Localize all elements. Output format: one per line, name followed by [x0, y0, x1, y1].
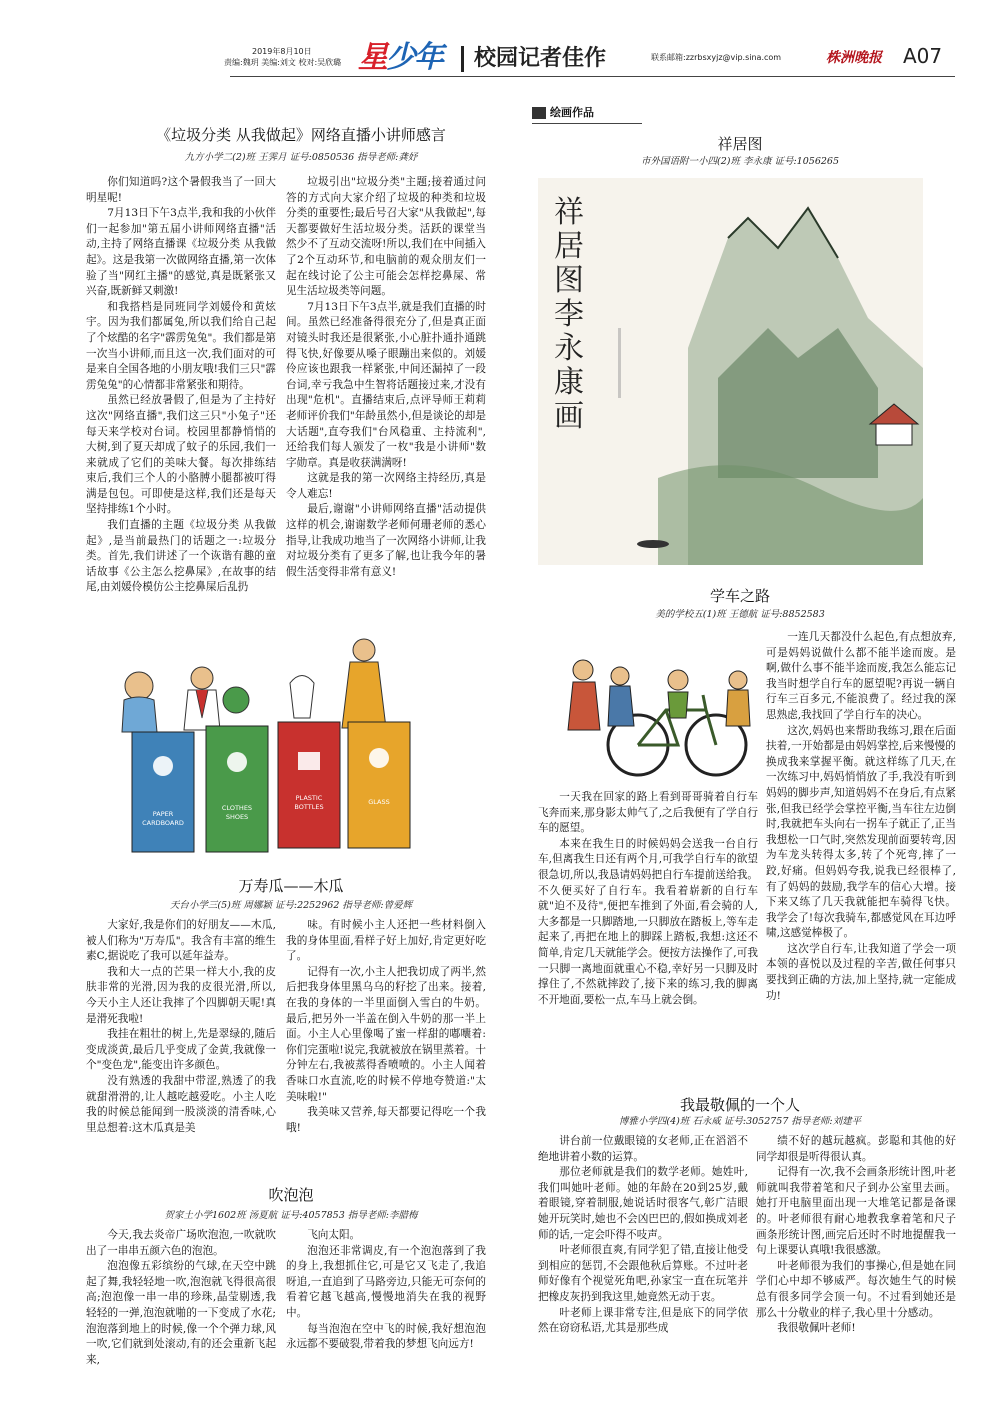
svg-text:PLASTIC: PLASTIC [295, 794, 323, 802]
paragraph: 叶老师很直爽,有同学犯了错,直接让他受到相应的惩罚,不会跟他秋后算账。不过叶老师好像有个视觉死角吧,孙家宝一直在玩笔并把橡皮灰扔到我这里,她竟然无动于衷。 [538, 1244, 748, 1303]
section-title: 校园记者佳作 [474, 46, 607, 71]
issue-date: 2019年8月10日 [252, 47, 312, 56]
header-divider [461, 46, 464, 72]
article-body-garbage-col1 [86, 175, 276, 620]
paragraph: 我美味又营养,每天都要记得吃一个我哦! [286, 1106, 486, 1134]
article-title-teacher: 我最敬佩的一个人 [679, 1096, 800, 1114]
painting-inscription: 祥居图李永康画 [554, 195, 584, 434]
paragraph: 我挂在粗壮的树上,先是翠绿的,随后变成淡黄,最后几乎变成了金黄,我就像一个"变色龙",能变出许多颜色。 [86, 1028, 276, 1072]
paragraph: 叶老师很为我们的事操心,但是她在同学们心中却不够威严。每次她生气的时候总有很多同学会顶一句。不过看到她还是那么十分敬业的样子,我心里十分感动。 [756, 1259, 956, 1319]
paragraph: 这次,妈妈也来帮助我练习,跟在后面扶着,一开始都是由妈妈掌控,后来慢慢的换成我来掌握平衡。就这样练了几天,在一次练习中,妈妈悄悄放了手,我没有听到妈妈的脚步声,知道妈妈不在身后,有点紧张,但我已经学会掌控平衡,当车往左边倒时,我就把车头向右一拐车子就正了,正当我想松一口气时,突然发现前面要转弯,因为车龙头转得太多,转了个死弯,摔了一跤,好痛。但妈妈夸我,说我已经很棒了,有了妈妈的鼓励,我学车的信心大增。接下来又练了几天我就能把车骑得飞快。我学会了!每次我骑车,都感觉风在耳边呼啸,这感觉棒极了。 [766, 724, 956, 940]
boat [637, 540, 669, 548]
article-body-garbage-col2 [286, 175, 486, 620]
article-body-bubbles-col2 [286, 1228, 486, 1368]
paragraph: 每当泡泡在空中飞的时候,我好想泡泡永远都不要破裂,带着我的梦想飞向远方! [286, 1322, 486, 1351]
landscape-painting-svg [538, 178, 923, 565]
man-head [191, 667, 213, 689]
svg-text:BOTTLES: BOTTLES [294, 803, 324, 811]
dog-figure [290, 676, 314, 719]
landscape-painting [538, 178, 923, 565]
svg-text:PAPER: PAPER [152, 810, 174, 818]
paragraph: 我们直播的主题《垃圾分类 从我做起》,是当前最热门的话题之一:垃圾分类。首先,我们讲述了一个诙谐有趣的童话故事《公主怎么挖鼻屎》,在故事的结尾,由刘媛伶模仿公主挖鼻屎后乱扔 [86, 519, 276, 594]
article-body-teacher-col2 [756, 1134, 956, 1374]
paragraph: 你们知道吗?这个暑假我当了一回大明星呢! [86, 176, 276, 204]
bicycle-illustration [538, 640, 756, 790]
article-byline-papaya: 天台小学三(5)班 周娜颖 证号:2252962 指导老师:曾爱辉 [169, 900, 413, 911]
helper-head-2 [611, 667, 629, 685]
article-byline-bubbles: 贺家土小学1602班 汤夏航 证号:4057853 指导老师:李腊梅 [164, 1210, 418, 1221]
article-byline-bicycle: 美的学校五(1)班 王德航 证号:8852583 [655, 609, 825, 620]
paragraph: 讲台前一位戴眼镜的女老师,正在滔滔不绝地讲着小数的运算。 [538, 1135, 748, 1163]
paragraph: 一天我在回家的路上看到哥哥骑着自行车飞奔而来,那身影太帅气了,之后我便有了学自行车的愿望。 [538, 791, 758, 835]
paragraph: 这次学自行车,让我知道了学会一项本领的喜悦以及过程的辛苦,做任何事只要找到正确的方法,加上坚持,就一定能成功! [766, 942, 956, 1002]
article-byline-garbage: 九方小学二(2)班 王霁月 证号:0850536 指导老师:龚妤 [184, 152, 418, 163]
painting-title: 祥居图 [717, 135, 763, 153]
paragraph: 泡泡像五彩缤纷的气球,在天空中跳起了舞,我轻轻地一吹,泡泡就飞得很高很高;泡泡像一串一串的珍珠,晶莹剔透,我轻轻的一弹,泡泡就啪的一下变成了水花;泡泡落到地上的时候,像一个个弹力球,风一吹,它们就到处滚动,有的还会重新飞起来, [86, 1260, 276, 1366]
svg-text:SHOES: SHOES [225, 813, 249, 821]
paragraph: 7月13日下午3点半,我和我的小伙伴们一起参加"第五届小讲师网络直播"活动,主持了网络直播课《垃圾分类 从我做起》。这是我第一次做网络直播,第一次体验了当"网红主播"的感觉,真是既紧张又兴奋,既新鲜又刺激! [86, 207, 276, 298]
article-byline-teacher: 博雅小学四(4)班 石永威 证号:3052757 指导老师:刘建平 [618, 1116, 862, 1127]
helper-body-2 [608, 686, 634, 726]
svg-text:GLASS: GLASS [368, 798, 390, 806]
rider-head [668, 670, 688, 690]
paragraph: 最后,谢谢"小讲师网络直播"活动提供这样的机会,谢谢数学老师何珊老师的悉心指导,让我成功地当了一次网络小讲师,让我对垃圾分类有了更多了解,也让我今年的暑假生活变得非常有意义! [286, 503, 486, 578]
contact-email: 联系邮箱:zzrbsxyjz@vip.sina.com [651, 53, 782, 62]
woman-body [342, 662, 386, 728]
paragraph: 垃圾引出"垃圾分类"主题;接着通过问答的方式向大家介绍了垃圾的种类和垃圾分类的重要性;最后号召大家"从我做起",每天都要做好生活垃圾分类。活跃的课堂当然少不了互动交流呀!所以,我们在中间插入了2个互动环节,和电脑前的观众朋友们一起在线讨论了公主可能会怎样挖鼻屎、常见生活垃圾类等问题。 [286, 176, 486, 298]
section-logo: 星少年 [358, 40, 442, 75]
header-rule [230, 76, 955, 77]
recycling-illustration [102, 628, 448, 860]
boy-head [223, 687, 249, 713]
helper-head-1 [573, 660, 593, 680]
rider-body [668, 692, 688, 718]
paragraph: 那位老师就是我们的数学老师。她姓叶,我们叫她叶老师。她的年龄在20到25岁,戴着眼镜,穿着制服,她说话时很客气,彰广洁眼她开玩笑时,她也不会凶巴巴的,假如换成刘老师的话,一定会吓得不吱声。 [538, 1166, 748, 1241]
paragraph: 记得有一次,小主人把我切成了两半,然后把我身体里黑乌乌的籽挖了出来。接着,在我的身体的一半里面倒入雪白的牛奶。最后,把另外一半盖在倒入牛奶的那一半上面。小主人心里像喝了蜜一样甜的嘟囔着:你们完蛋啦!说完,我就被放在锅里蒸着。十分钟左右,我被蒸得香喷喷的。小主人闻着香味口水直流,吃的时候不停地夸赞道:"太美味啦!" [286, 965, 486, 1103]
waterfall [618, 328, 621, 398]
article-body-papaya-col1 [86, 918, 276, 1158]
paragraph: 泡泡还非常调皮,有一个泡泡落到了我的身上,我想抓住它,可是它又飞走了,我追呀追,一直追到了马路旁边,只能无可奈何的看着它越飞越高,慢慢地消失在我的视野中。 [286, 1244, 486, 1319]
recycling-illustration-svg [102, 628, 448, 860]
bin-green [206, 726, 268, 852]
paragraph: 叶老师上课非常专注,但是底下的同学依然在窃窃私语,尤其是那些成 [538, 1306, 748, 1335]
editor-credits: 责编:魏玥 美编:刘文 校对:吴欣璐 [224, 58, 342, 67]
paragraph: 我和大一点的芒果一样大小,我的皮肤非常的光滑,因为我的皮很光滑,所以,今天小主人还让我摔了个四脚朝天呢!真是滑死我啦! [86, 965, 276, 1025]
drawings-tag: 绘画作品 [550, 106, 594, 119]
article-title-papaya: 万寿瓜——木瓜 [238, 877, 344, 895]
article-body-bicycle-right [766, 630, 956, 1070]
paragraph: 和我搭档是同班同学刘媛伶和黄炫宇。因为我们都属兔,所以我们给自己起了个炫酷的名字"霹雳兔兔"。我们都是第一次当小讲师,而且这一次,我们面对的可是来自全国各地的小朋友哦!我们三只"霹雳兔兔"的心情都非常紧张和期待。 [86, 300, 276, 391]
svg-text:CLOTHES: CLOTHES [221, 804, 253, 812]
house-wall [876, 423, 912, 445]
article-body-papaya-col2 [286, 918, 486, 1158]
article-title-bubbles: 吹泡泡 [268, 1186, 314, 1204]
paragraph: 没有熟透的我甜中带涩,熟透了的我就甜滑滑的,让人越吃越爱吃。小主人吃我的时候总能闻到一股淡淡的清香味,心里总想着:这木瓜真是美 [86, 1074, 276, 1134]
paragraph: 今天,我去炎帝广场吹泡泡,一吹就吹出了一串串五颜六色的泡泡。 [86, 1229, 276, 1257]
bin-red [278, 722, 340, 848]
paragraph: 绩不好的越玩越疯。彭聪和其他的好同学却很是听得很认真。 [756, 1135, 956, 1163]
article-title-garbage: 《垃圾分类 从我做起》网络直播小讲师感言 [156, 126, 446, 144]
article-title-bicycle: 学车之路 [709, 587, 770, 605]
woman-head [353, 639, 375, 661]
paragraph: 大家好,我是你们的好朋友——木瓜,被人们称为"万寿瓜"。我含有丰富的维生素C,据说吃了我可以延年益寿。 [86, 919, 276, 963]
helper-body-3 [726, 690, 750, 726]
helper-body-1 [568, 682, 600, 730]
newspaper-brand: 株洲晚报 [826, 50, 882, 66]
paragraph: 虽然已经放暑假了,但是为了主持好这次"网络直播",我们这三只"小兔子"还每天来学校对台词。校园里都静悄悄的大树,到了夏天却成了蚊子的乐园,我们一来就成了它们的美味大餐。每次排练结束后,我们三个人的小胳膊小腿都被叮得满是包包。可即使是这样,我们还是每天坚持排练1个小时。 [86, 394, 276, 516]
paragraph: 7月13日下午3点半,就是我们直播的时间。虽然已经准备得很充分了,但是真正面对镜头时我还是很紧张,小心脏扑通扑通跳得飞快,好像要从嗓子眼蹦出来似的。刘媛伶应该也跟我一样紧张,中间还漏掉了一段台词,幸亏我急中生智将话题接过来,才没有出现"危机"。直播结束后,点评导师王莉莉老师评价我们"年龄虽然小,但是谈论的却是大话题",直夸我们"台风稳重、主持流利",还给我们每人颁发了一枚"我是小讲师"数字勋章。真是收获满满呀! [286, 300, 486, 469]
paragraph: 这就是我的第一次网络主持经历,真是令人难忘! [286, 472, 486, 500]
helper-head-3 [729, 671, 747, 689]
bin-yellow [348, 722, 410, 848]
painting-byline: 市外国语附一小四(2)班 李永康 证号:1056265 [640, 156, 839, 167]
drawings-tag-rule [532, 123, 642, 124]
article-body-teacher-col1 [538, 1134, 748, 1374]
paragraph: 飞向太阳。 [307, 1229, 361, 1241]
paragraph: 本来在我生日的时候妈妈会送我一台自行车,但离我生日还有两个月,可我学自行车的欲望很急切,所以,我恳请妈妈把自行车提前送给我。不久便买好了自行车。我看着崭新的自行车就"迫不及待",便把车推到了外面,看会骑的人,大多都是一只脚踏地,一只脚放在踏板上,等车走起来了,再把在地上的脚踩上踏板,我想:这还不简单,肯定几天就能学会。便按方法操作了,可我一只脚一离地面就重心不稳,幸好另一只脚及时撑住了,不然就摔跤了,接下来的练习,我的脚离不开地面,要松一点,车马上就会倒。 [538, 837, 758, 1006]
bin-blue [132, 732, 194, 852]
svg-text:CARDBOARD: CARDBOARD [142, 819, 184, 827]
page-number: A07 [903, 44, 943, 68]
child-body [122, 697, 157, 732]
paragraph: 一连几天都没什么起色,有点想放弃,可是妈妈说做什么都不能半途而废。是啊,做什么事不能半途而废,我怎么能忘记我当时想学自行车的愿望呢?再说一辆自行车三百多元,不能浪费了。经过我的深思熟虑,我找回了学自行车的决心。 [766, 631, 956, 721]
article-body-bicycle-left [538, 790, 758, 1090]
drawings-tag-icon [532, 107, 546, 119]
child-head [125, 672, 153, 700]
paragraph: 我很敬佩叶老师! [777, 1322, 856, 1335]
paragraph: 味。有时候小主人还把一些材料倒入我的身体里面,看样子好上加好,肯定更好吃了。 [286, 919, 486, 963]
bicycle-illustration-svg [538, 640, 756, 790]
article-body-bubbles-col1 [86, 1228, 276, 1368]
paragraph: 记得有一次,我不会画条形统计图,叶老师就叫我带着笔和尺子到办公室里去画。她打开电脑里面出现一大堆笔记都是备课的。叶老师很有耐心地教我拿着笔和尺子画条形统计图,画完后还时不时地提醒我一句上课要认真哦!我很感激。 [756, 1166, 956, 1257]
